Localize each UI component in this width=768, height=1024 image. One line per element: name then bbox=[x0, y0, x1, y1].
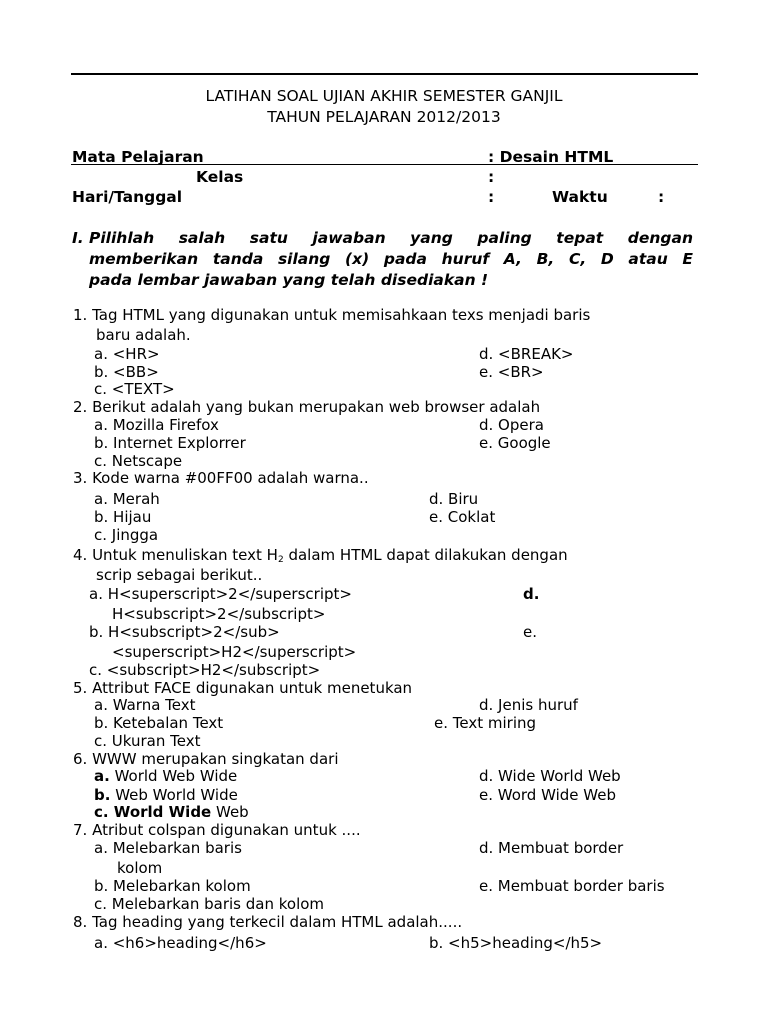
kelas-label: Kelas bbox=[196, 168, 244, 186]
question-3-text: 3. Kode warna #00FF00 adalah warna.. bbox=[73, 469, 369, 487]
q7-option-d: d. Membuat border bbox=[479, 839, 624, 857]
q4-subscript-2: 2 bbox=[277, 555, 284, 565]
instruction-line-1: Pilihlah salah satu jawaban yang paling tepat dengan bbox=[89, 229, 693, 247]
q3-option-b: b. Hijau bbox=[94, 508, 152, 526]
q7-option-c: c. Melebarkan baris dan kolom bbox=[94, 895, 325, 913]
mapel-value: : Desain HTML bbox=[488, 148, 614, 166]
q4-option-b: b. H<subscript>2</sub> bbox=[89, 623, 280, 641]
question-4-text: 4. Untuk menuliskan text $H_2$ dalam HTML dapat dilakukan dengan bbox=[73, 546, 568, 565]
q3-option-a: a. Merah bbox=[94, 490, 160, 508]
q6-option-a: a. World Web Wide bbox=[94, 767, 238, 785]
hari-colon: : bbox=[488, 188, 495, 206]
instruction-number: I. bbox=[72, 229, 84, 247]
question-1-text: 1. Tag HTML yang digunakan untuk memisahkaan texs menjadi baris bbox=[73, 306, 591, 324]
q8-option-b: b. <h5>heading</h5> bbox=[429, 934, 603, 952]
q3-option-c: c. Jingga bbox=[94, 526, 159, 544]
q4-option-d-letter: d. bbox=[523, 585, 540, 603]
q5-option-b: b. Ketebalan Text bbox=[94, 714, 224, 732]
question-5-text: 5. Attribut FACE digunakan untuk menetukan bbox=[73, 679, 413, 697]
q6-option-c: c. World Wide Web bbox=[94, 803, 249, 821]
question-8-text: 8. Tag heading yang terkecil dalam HTML adalah..... bbox=[73, 913, 463, 931]
mapel-underline bbox=[71, 164, 698, 165]
q4-option-a: a. H<superscript>2</superscript> bbox=[89, 585, 352, 603]
top-rule bbox=[71, 73, 698, 75]
q5-option-d: d. Jenis huruf bbox=[479, 696, 578, 714]
q3-option-e: e. Coklat bbox=[429, 508, 496, 526]
question-6-text: 6. WWW merupakan singkatan dari bbox=[73, 750, 339, 768]
q7-option-e: e. Membuat border baris bbox=[479, 877, 665, 895]
q1-option-b: b. <BB> bbox=[94, 363, 159, 381]
title-line-1: LATIHAN SOAL UJIAN AKHIR SEMESTER GANJIL bbox=[205, 87, 563, 105]
instruction-line-2: memberikan tanda silang (x) pada huruf A, B, C, D atau E bbox=[89, 250, 693, 268]
q8-option-a: a. <h6>heading</h6> bbox=[94, 934, 267, 952]
q2-option-d: d. Opera bbox=[479, 416, 544, 434]
waktu-label: Waktu bbox=[552, 188, 608, 206]
question-1-text-cont: baru adalah. bbox=[96, 326, 191, 344]
kelas-colon: : bbox=[488, 168, 495, 186]
q1-option-c: c. <TEXT> bbox=[94, 380, 175, 398]
q4-option-e-text: <superscript>H2</superscript> bbox=[112, 643, 357, 661]
q5-option-e: e. Text miring bbox=[434, 714, 537, 732]
title-line-2: TAHUN PELAJARAN 2012/2013 bbox=[267, 108, 501, 126]
q4-option-d-text: H<subscript>2</subscript> bbox=[112, 605, 326, 623]
q7-option-a: a. Melebarkan baris bbox=[94, 839, 242, 857]
q3-option-d: d. Biru bbox=[429, 490, 479, 508]
q7-option-a-cont: kolom bbox=[117, 859, 163, 877]
question-4-text-cont: scrip sebagai berikut.. bbox=[96, 566, 263, 584]
q2-option-a: a. Mozilla Firefox bbox=[94, 416, 219, 434]
q2-option-b: b. Internet Explorrer bbox=[94, 434, 246, 452]
q5-option-a: a. Warna Text bbox=[94, 696, 196, 714]
q6-option-b: b. Web World Wide bbox=[94, 786, 238, 804]
q4-option-e-letter: e. bbox=[523, 623, 537, 641]
hari-label: Hari/Tanggal bbox=[72, 188, 183, 206]
q2-option-e: e. Google bbox=[479, 434, 551, 452]
question-7-text: 7. Atribut colspan digunakan untuk .... bbox=[73, 821, 361, 839]
q6-option-d: d. Wide World Web bbox=[479, 767, 621, 785]
mapel-label: Mata Pelajaran bbox=[72, 148, 204, 166]
question-2-text: 2. Berikut adalah yang bukan merupakan web browser adalah bbox=[73, 398, 541, 416]
waktu-colon: : bbox=[658, 188, 665, 206]
q6-option-e: e. Word Wide Web bbox=[479, 786, 616, 804]
q1-option-e: e. <BR> bbox=[479, 363, 544, 381]
q2-option-c: c. Netscape bbox=[94, 452, 183, 470]
q7-option-b: b. Melebarkan kolom bbox=[94, 877, 251, 895]
instruction-line-3: pada lembar jawaban yang telah disediakan ! bbox=[89, 271, 489, 289]
q5-option-c: c. Ukuran Text bbox=[94, 732, 201, 750]
q1-option-a: a. <HR> bbox=[94, 345, 160, 363]
q4-option-c: c. <subscript>H2</subscript> bbox=[89, 661, 321, 679]
q1-option-d: d. <BREAK> bbox=[479, 345, 574, 363]
